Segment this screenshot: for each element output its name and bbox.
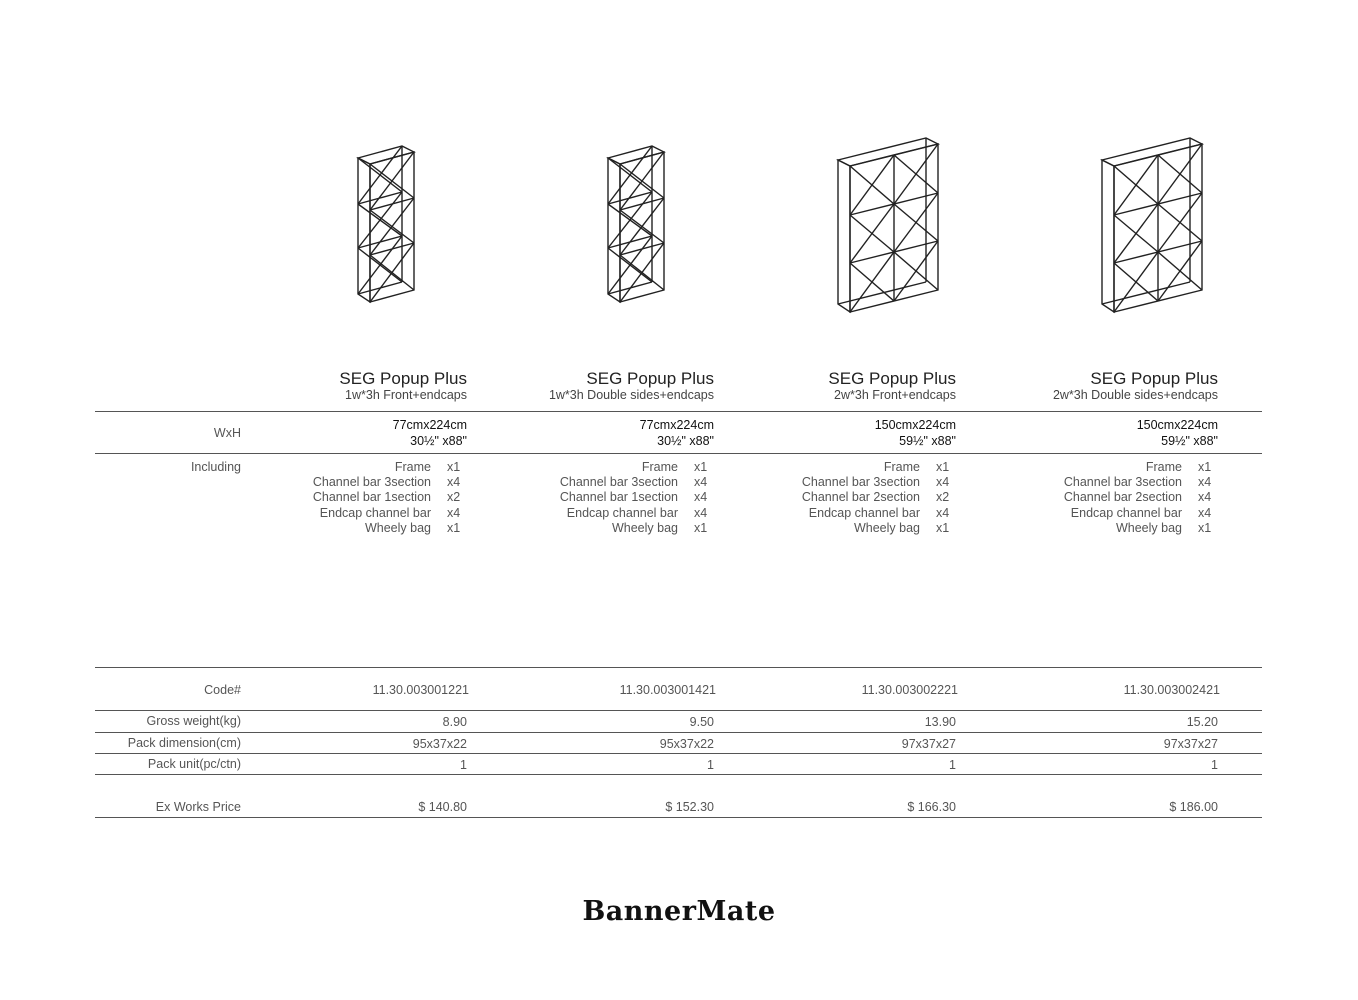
list-item <box>1018 506 1218 521</box>
pack-unit-value: 1 <box>707 758 714 772</box>
list-item <box>1018 521 1218 536</box>
code-value: 11.30.003002221 <box>861 683 958 697</box>
list-item <box>756 490 956 505</box>
item-qty: x4 <box>936 505 950 520</box>
list-item <box>1018 475 1218 490</box>
item-name: Channel bar 2section <box>801 490 920 505</box>
list-item <box>756 475 956 490</box>
product-title: SEG Popup Plus <box>586 369 714 388</box>
price-value: $ 152.30 <box>665 800 714 814</box>
item-name: Endcap channel bar <box>319 505 431 520</box>
label-wxh: WxH <box>213 426 241 440</box>
code-value: 11.30.003001221 <box>372 683 469 697</box>
item-name: Channel bar 3section <box>312 475 431 490</box>
item-qty: x1 <box>694 460 708 474</box>
list-item <box>514 460 714 475</box>
item-name: Endcap channel bar <box>1070 505 1182 520</box>
item-name: Endcap channel bar <box>808 505 920 520</box>
pack-dimension-value: 97x37x27 <box>1163 737 1218 751</box>
item-name: Wheely bag <box>1115 520 1182 535</box>
item-qty: x1 <box>447 460 461 474</box>
product-subtitle: 1w*3h Front+endcaps <box>345 388 467 402</box>
list-item <box>514 506 714 521</box>
label-including: Including <box>190 460 241 474</box>
item-qty: x1 <box>1198 520 1212 535</box>
list-item <box>267 460 467 475</box>
gross-weight-value: 15.20 <box>1186 715 1218 729</box>
list-item <box>514 521 714 536</box>
pack-dimension-value: 97x37x27 <box>901 737 956 751</box>
pack-dimension-value: 95x37x22 <box>412 737 467 751</box>
item-qty: x4 <box>1198 505 1212 520</box>
including-list <box>267 460 467 536</box>
item-qty: x4 <box>694 490 708 505</box>
code-value: 11.30.003001421 <box>619 683 716 697</box>
item-name: Wheely bag <box>364 520 431 535</box>
including-list <box>756 460 956 536</box>
item-name: Channel bar 2section <box>1063 490 1182 505</box>
divider <box>95 710 1262 711</box>
item-qty: x2 <box>936 490 950 505</box>
seg-frame-1w3h-double-icon <box>600 130 672 310</box>
divider <box>95 453 1262 454</box>
item-qty: x4 <box>936 475 950 490</box>
list-item <box>1018 490 1218 505</box>
label-price: Ex Works Price <box>155 800 241 814</box>
item-qty: x4 <box>694 475 708 490</box>
item-name: Channel bar 1section <box>312 490 431 505</box>
gross-weight-value: 13.90 <box>924 715 956 729</box>
size-cm: 77cmx224cm <box>392 418 467 432</box>
item-qty: x4 <box>447 505 461 520</box>
seg-frame-1w3h-icon <box>350 130 422 310</box>
item-qty: x1 <box>694 520 708 535</box>
size-cell <box>756 417 956 449</box>
item-qty: x1 <box>936 460 950 474</box>
item-qty: x4 <box>1198 490 1212 505</box>
size-cell <box>267 417 467 449</box>
divider <box>95 753 1262 754</box>
price-value: $ 140.80 <box>418 800 467 814</box>
product-subtitle: 1w*3h Double sides+endcaps <box>548 388 714 402</box>
item-name: Channel bar 3section <box>559 475 678 490</box>
product-header <box>1018 370 1218 402</box>
item-name: Frame <box>394 460 431 474</box>
item-name: Channel bar 3section <box>801 475 920 490</box>
including-list <box>1018 460 1218 536</box>
product-title: SEG Popup Plus <box>1090 369 1218 388</box>
divider <box>95 411 1262 412</box>
list-item <box>1018 460 1218 475</box>
list-item <box>267 490 467 505</box>
code-value: 11.30.003002421 <box>1123 683 1220 697</box>
size-in: 30½" x88" <box>657 434 714 448</box>
size-cm: 150cmx224cm <box>874 418 956 432</box>
divider <box>95 774 1262 775</box>
item-qty: x4 <box>1198 475 1212 490</box>
item-qty: x1 <box>447 520 461 535</box>
list-item <box>756 460 956 475</box>
product-header <box>756 370 956 402</box>
label-pack-dimension: Pack dimension(cm) <box>127 736 241 750</box>
list-item <box>267 521 467 536</box>
seg-frame-2w3h-double-icon <box>1094 130 1214 315</box>
item-qty: x4 <box>447 475 461 490</box>
size-in: 30½" x88" <box>410 434 467 448</box>
size-in: 59½" x88" <box>899 434 956 448</box>
item-name: Wheely bag <box>853 520 920 535</box>
item-name: Channel bar 1section <box>559 490 678 505</box>
label-gross-weight: Gross weight(kg) <box>146 714 241 728</box>
item-name: Endcap channel bar <box>566 505 678 520</box>
gross-weight-value: 9.50 <box>689 715 714 729</box>
list-item <box>756 506 956 521</box>
divider <box>95 667 1262 668</box>
brand-logo: BannerMate <box>582 896 776 927</box>
product-header <box>267 370 467 402</box>
list-item <box>514 490 714 505</box>
item-qty: x4 <box>694 505 708 520</box>
list-item <box>267 506 467 521</box>
list-item <box>267 475 467 490</box>
product-header <box>514 370 714 402</box>
item-qty: x2 <box>447 490 461 505</box>
item-name: Frame <box>1145 460 1182 474</box>
item-qty: x1 <box>1198 460 1212 474</box>
product-subtitle: 2w*3h Front+endcaps <box>834 388 956 402</box>
divider <box>95 817 1262 818</box>
item-name: Wheely bag <box>611 520 678 535</box>
item-name: Frame <box>641 460 678 474</box>
size-cm: 77cmx224cm <box>639 418 714 432</box>
label-pack-unit: Pack unit(pc/ctn) <box>147 757 241 771</box>
item-name: Channel bar 3section <box>1063 475 1182 490</box>
seg-frame-2w3h-icon <box>830 130 950 315</box>
label-code: Code# <box>204 683 241 697</box>
pack-dimension-value: 95x37x22 <box>659 737 714 751</box>
item-qty: x1 <box>936 520 950 535</box>
size-cell <box>514 417 714 449</box>
size-cell <box>1018 417 1218 449</box>
pack-unit-value: 1 <box>1211 758 1218 772</box>
including-list <box>514 460 714 536</box>
list-item <box>756 521 956 536</box>
product-subtitle: 2w*3h Double sides+endcaps <box>1052 388 1218 402</box>
size-cm: 150cmx224cm <box>1136 418 1218 432</box>
pack-unit-value: 1 <box>460 758 467 772</box>
divider <box>95 732 1262 733</box>
gross-weight-value: 8.90 <box>442 715 467 729</box>
price-value: $ 166.30 <box>907 800 956 814</box>
item-name: Frame <box>883 460 920 474</box>
size-in: 59½" x88" <box>1161 434 1218 448</box>
product-title: SEG Popup Plus <box>339 369 467 388</box>
price-value: $ 186.00 <box>1169 800 1218 814</box>
list-item <box>514 475 714 490</box>
product-title: SEG Popup Plus <box>828 369 956 388</box>
pack-unit-value: 1 <box>949 758 956 772</box>
